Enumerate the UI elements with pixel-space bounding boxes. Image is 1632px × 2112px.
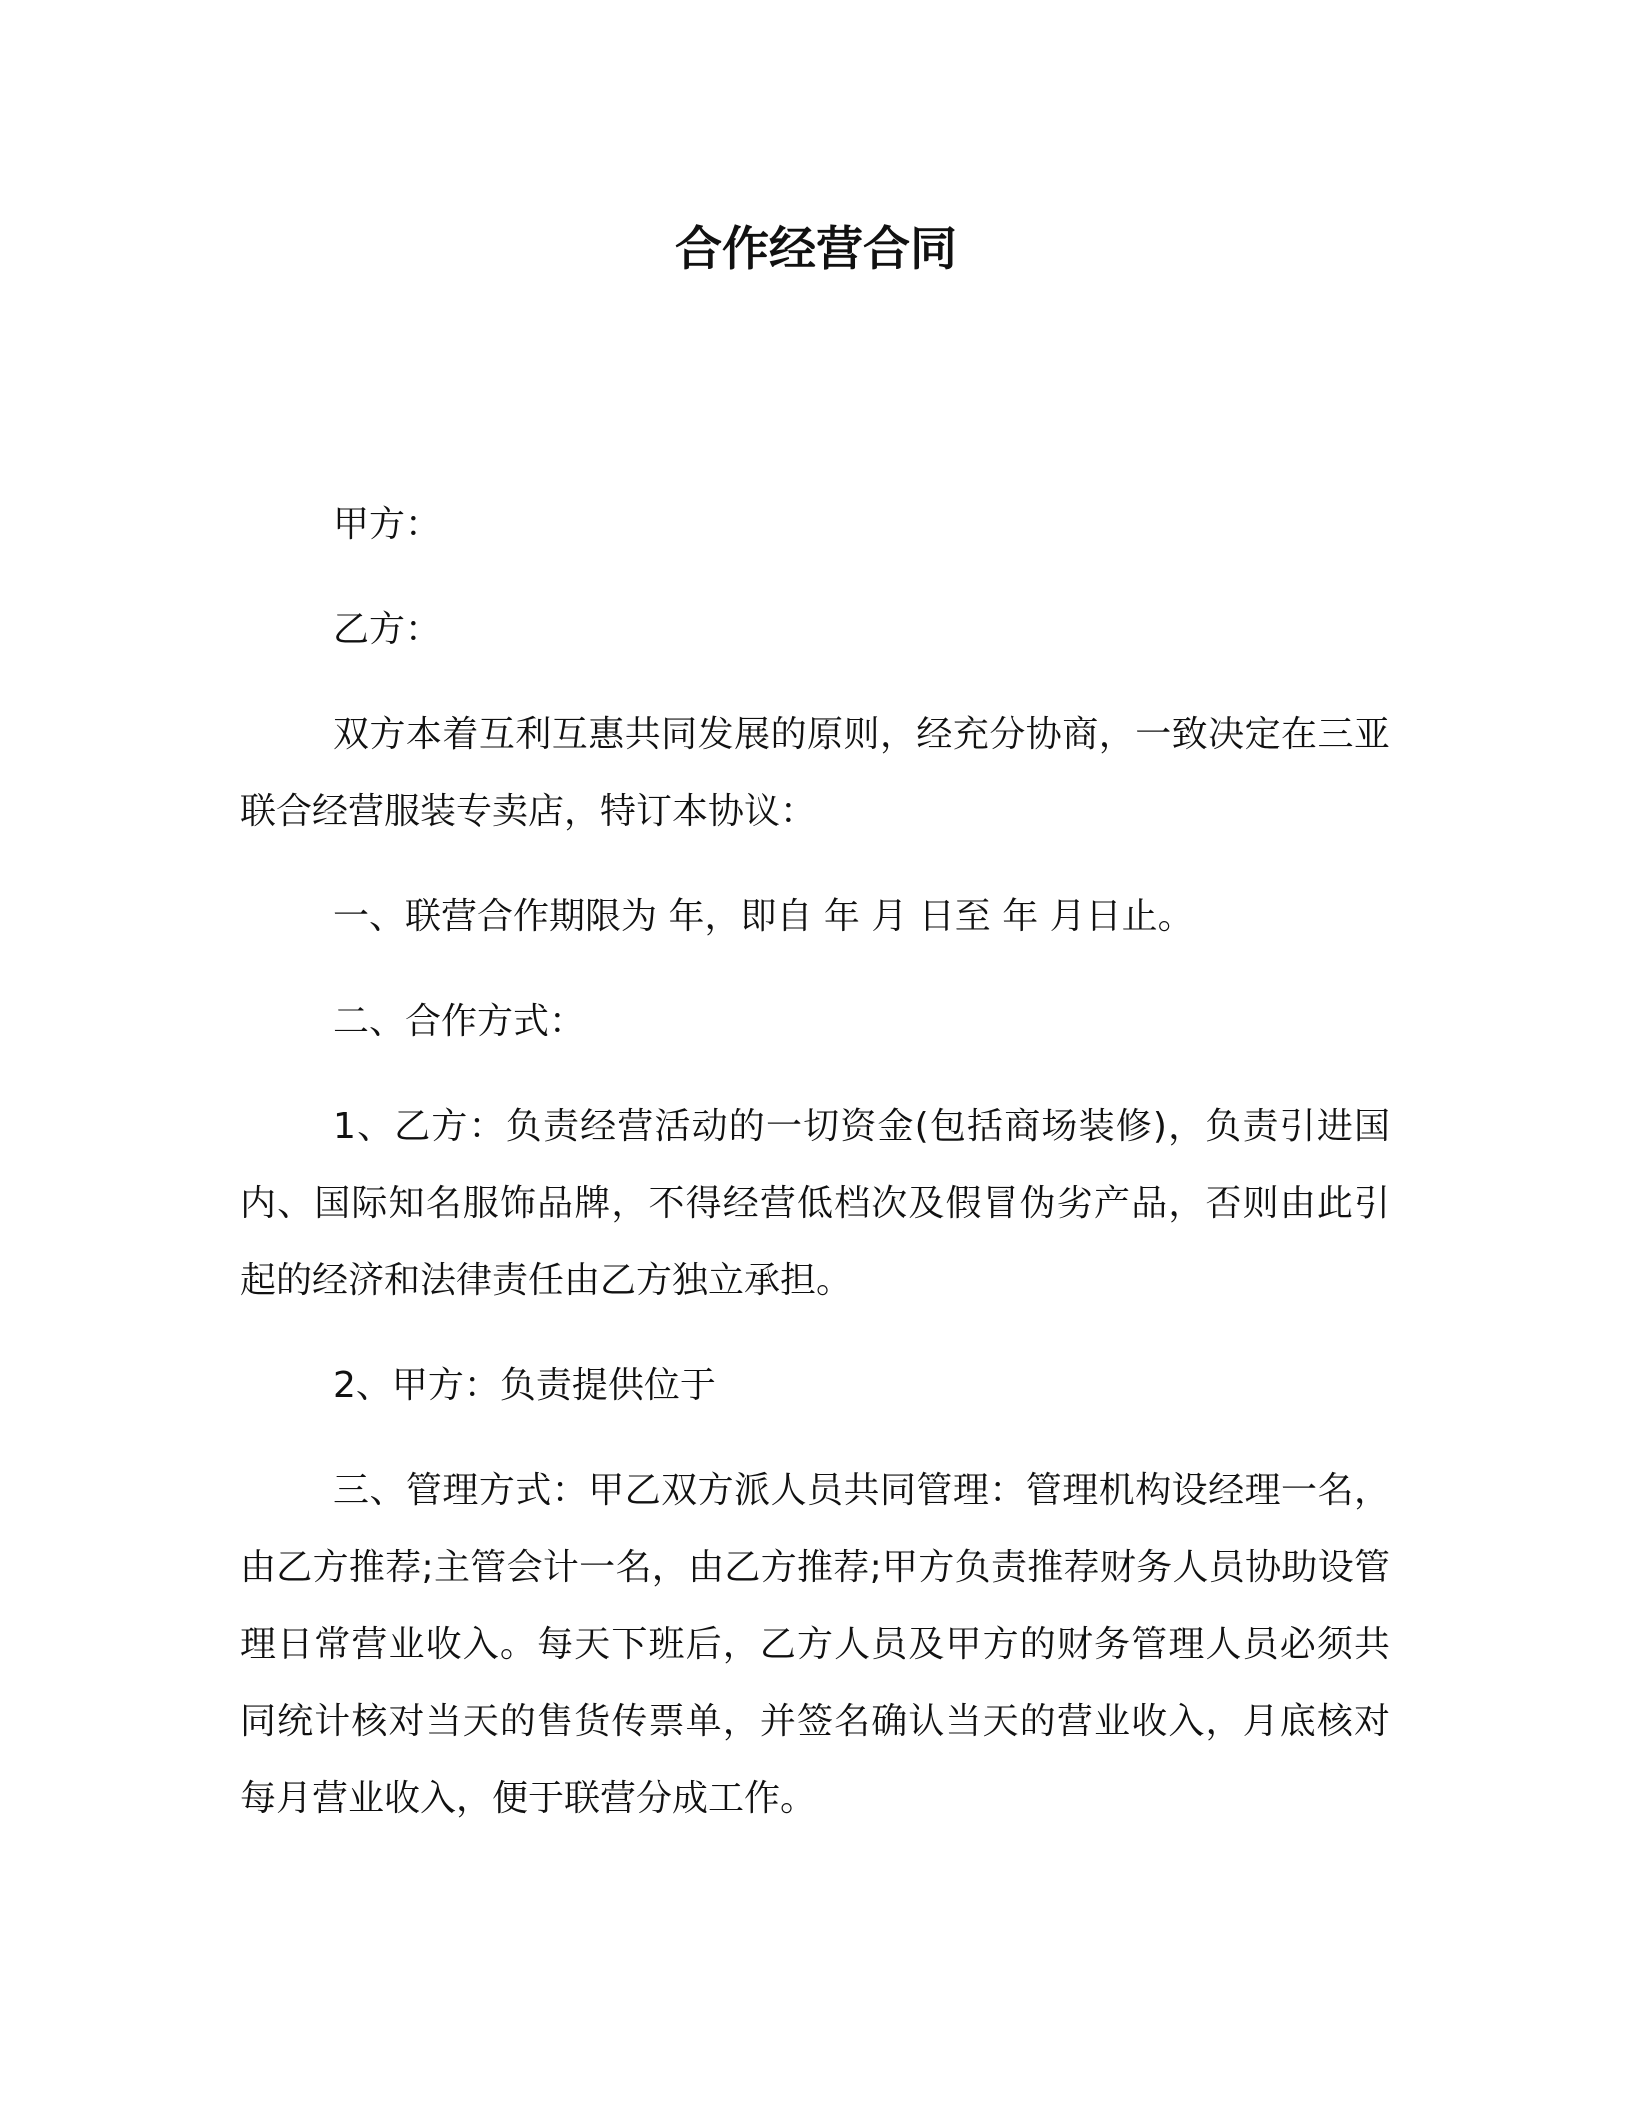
preamble-paragraph: 双方本着互利互惠共同发展的原则，经充分协商，一致决定在三亚联合经营服装专卖店，特订本协议： xyxy=(240,714,1390,832)
clause-party-a-duties: 2、甲方：负责提供位于 xyxy=(333,1365,716,1406)
document-body xyxy=(240,486,1390,1865)
clause-party-b-duties: 1、乙方：负责经营活动的一切资金(包括商场装修)，负责引进国内、国际知名服饰品牌，不得经营低档次及假冒伪劣产品，否则由此引起的经济和法律责任由乙方独立承担。 xyxy=(240,1106,1390,1301)
document-title: 合作经营合同 xyxy=(675,222,957,277)
party-a-line: 甲方： xyxy=(333,504,442,545)
party-b-line: 乙方： xyxy=(333,609,442,650)
clause-cooperation-heading: 二、合作方式： xyxy=(333,1001,586,1042)
clause-management: 三、管理方式：甲乙双方派人员共同管理：管理机构设经理一名，由乙方推荐;主管会计一名，由乙方推荐;甲方负责推荐财务人员协助设管理日常营业收入。每天下班后，乙方人员及甲方的财务管理人员必须共同统计核对当天的售货传票单，并签名确认当天的营业收入，月底核对每月营业收入，便于联营分成工作。 xyxy=(240,1470,1390,1819)
clause-term: 一、联营合作期限为 年，即自 年 月 日至 年 月日止。 xyxy=(333,896,1194,937)
